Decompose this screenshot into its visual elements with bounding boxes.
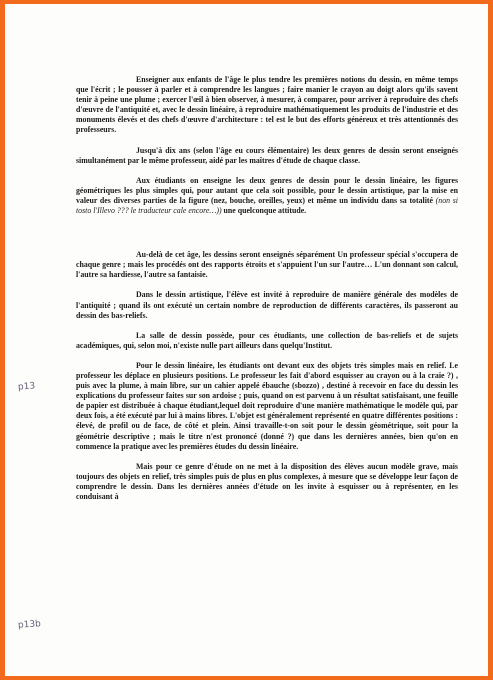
paragraph-8: Mais pour ce genre d'étude on ne met à la disposition des élèves aucun modèle grave, mais toujours des objets en relief, très simples puis de plus en plus complexes, à mesure que se développe leur façon de comprendre le dessin. Dans les dernières années d'étude on les invite à esquisser ou à représenter, en les conduisant à: [76, 461, 458, 501]
paragraph-1: Enseigner aux enfants de l'âge le plus tendre les premières notions du dessin, en même temps que l'écrit ; le pousser à parler et à comprendre les langues ; faire manier le crayon au doigt alors qu'ils savent tenir à peine une plume ; exercer l'œil à bien observer, à mesurer, à comparer, pour arriver à reproduire des chefs d'œuvre de l'antiquité et, avec le dessin linéaire, à reproduire mathématiquement les produits de l'industrie et des monuments élevés et des chefs d'œuvre d'architecture : tel est le but des efforts généreux et très attentionnés des professeurs.: [76, 75, 458, 135]
paragraph-5: Dans le dessin artistique, l'élève est invité à reproduire de manière générale des modèles de l'antiquité ; quand ils ont exécuté un certain nombre de reproduction de différents caractères, ils passeront au dessin des bas-reliefs.: [76, 290, 458, 320]
paragraph-7: Pour le dessin linéaire, les étudiants ont devant eux des objets très simples mais en relief. Le professeur les déplace en plusieurs positions. Le professeur les fait d'abord esquisser au crayon ou à la craie ?) , puis avec la plume, à main libre, sur un cahier appelé ébauche (sbozzo) , destiné à recevoir en face du dessin les explications du professeur faites sur son ardoise ; puis, quand on est parvenu à un résultat satisfaisant, une feuille de papier est distribuée à chaque étudiant,lequel doit reproduire d'une manière mathématique le modèle qui, par deux fois, a été exécuté par lui à mains libres. L'objet est généralement représenté en quatre différentes positions : élevé, de profil ou de face, de côté et plein. Ainsi travaille-t-on soit pour le dessin géométrique, soit pour la géométrie descriptive ; mais le titre n'est prononcé (donné ?) que dans les dernières années, bien qu'on en commence la pratique avec les premières études du dessin linéaire.: [76, 360, 458, 451]
margin-note-p13: p13: [17, 381, 36, 393]
paragraph-2: Jusqu'à dix ans (selon l'âge eu cours élémentaire) les deux genres de dessin seront enseignés simultanément par le même professeur, aidé par les maîtres d'étude de chaque classe.: [76, 145, 458, 165]
paragraph-3-end: une quelconque attitude.: [221, 206, 307, 216]
paragraph-3: [76, 176, 458, 216]
document-text: [76, 75, 458, 502]
paragraph-3-text: Aux étudiants on enseigne les deux genres de dessin pour le dessin linéaire, les figures géométriques les plus simples qui, pour autant que cela soit possible, pour le dessin artistique, par la mise en valeur des diverses parties de la figure (nez, bouche, oreilles, yeux) et même un individu dans sa totalité: [76, 175, 458, 205]
paragraph-4: Au-delà de cet âge, les dessins seront enseignés séparément Un professeur spécial s'occupera de chaque genre ; mais les procédés ont des rapports étroits et s'appuient l'un sur l'autre… L'un donnant son calcul, l'autre sa hardiesse, l'autre sa fantaisie.: [76, 250, 458, 280]
document-page: [5, 4, 488, 676]
margin-note-p13b: p13b: [17, 619, 42, 631]
paragraph-6: La salle de dessin possède, pour ces étudiants, une collection de bas-reliefs et de sujets académiques, qui, selon moi, n'existe nulle part ailleurs dans quelqu'Institut.: [76, 330, 458, 350]
translator-note: (non si tosto l'Illevo ??? le traducteur cale encore…)): [76, 195, 458, 216]
